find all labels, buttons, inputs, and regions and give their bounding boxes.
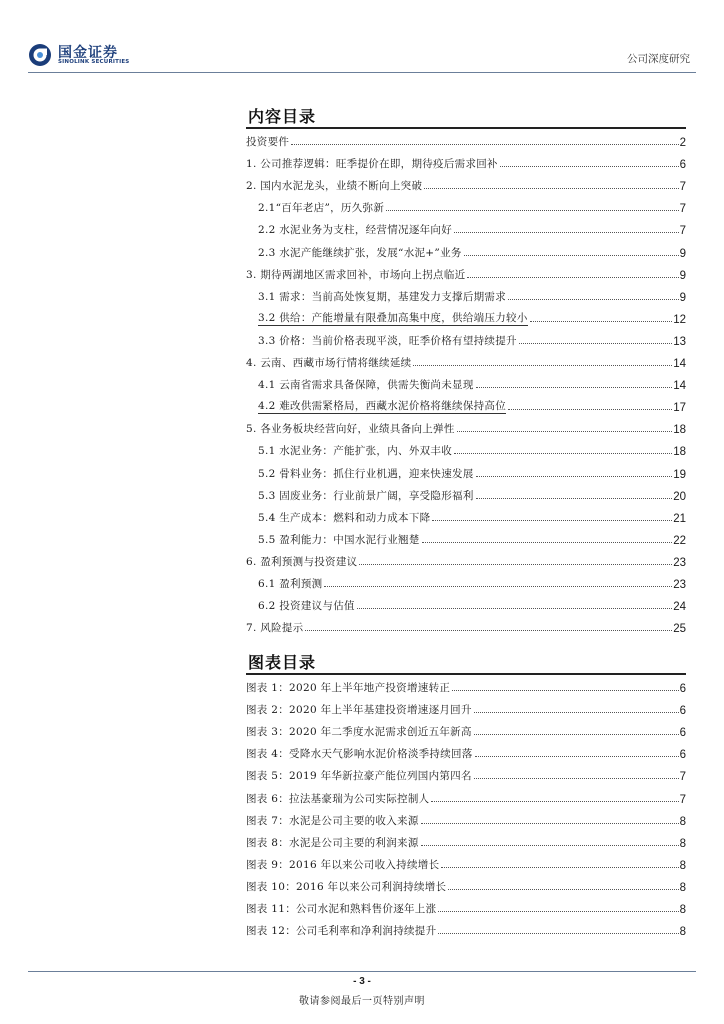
footer-divider <box>28 971 696 972</box>
dot-leader <box>454 232 679 233</box>
dot-leader <box>421 823 679 824</box>
toc-entry[interactable] <box>246 282 686 304</box>
toc-entry[interactable] <box>246 591 686 613</box>
toc-entry-label: 7. 风险提示 <box>246 622 304 635</box>
dot-leader <box>530 321 673 322</box>
toc-entry-label: 6. 盈利预测与投资建议 <box>246 555 358 568</box>
toc-entry-page: 9 <box>679 269 686 282</box>
toc-entry-page: 8 <box>679 904 686 917</box>
dot-leader <box>452 690 678 691</box>
dot-leader <box>474 712 679 713</box>
dot-leader <box>519 343 672 344</box>
toc-entry-label: 图表 9：2016 年以来公司收入持续增长 <box>246 858 440 871</box>
toc-entry-page: 14 <box>673 380 686 393</box>
toc-entry-page: 6 <box>679 683 686 696</box>
toc-entry-label: 2.2 水泥业务为支柱，经营情况逐年向好 <box>258 224 453 237</box>
dot-leader <box>291 144 678 145</box>
brand-name-cn: 国金证券 <box>58 45 118 61</box>
dot-leader <box>438 933 678 934</box>
dot-leader <box>474 734 679 735</box>
dot-leader <box>386 210 678 211</box>
toc-entry[interactable] <box>246 503 686 525</box>
toc-entry[interactable] <box>246 739 686 761</box>
toc-entry-page: 7 <box>679 203 686 216</box>
toc-entry-label: 2. 国内水泥龙头，业绩不断向上突破 <box>246 180 423 193</box>
company-logo <box>28 43 133 71</box>
toc-entry-page: 23 <box>673 578 686 591</box>
toc-entry[interactable] <box>246 916 686 938</box>
toc-entry-page: 8 <box>679 815 686 828</box>
toc-entry[interactable] <box>246 436 686 458</box>
toc-entry[interactable] <box>246 149 686 171</box>
toc-entry-label: 5.3 固废业务：行业前景广阔，享受隐形福利 <box>258 489 474 502</box>
toc-entry[interactable] <box>246 695 686 717</box>
toc-entry-label: 5.1 水泥业务：产能扩张，内、外双丰收 <box>258 445 453 458</box>
toc-entry[interactable] <box>246 304 686 326</box>
toc-entry-label: 图表 2：2020 年上半年基建投资增速逐月回升 <box>246 704 472 717</box>
contents-list <box>246 127 686 635</box>
toc-entry-page: 6 <box>679 705 686 718</box>
dot-leader <box>508 299 679 300</box>
toc-entry-page: 18 <box>673 446 686 459</box>
dot-leader <box>424 188 678 189</box>
toc-entry-label: 4.2 难改供需紧格局，西藏水泥价格将继续保持高位 <box>258 400 507 413</box>
dot-leader <box>454 453 672 454</box>
toc-entry[interactable] <box>246 326 686 348</box>
disclaimer-note: 敬请参阅最后一页特别声明 <box>299 996 425 1007</box>
dot-leader <box>475 756 679 757</box>
dot-leader <box>357 608 672 609</box>
toc-entry[interactable] <box>246 547 686 569</box>
toc-entry-page: 20 <box>673 490 686 503</box>
toc-entry-page: 17 <box>673 402 686 415</box>
toc-entry[interactable] <box>246 850 686 872</box>
toc-entry-page: 14 <box>673 358 686 371</box>
toc-entry[interactable] <box>246 894 686 916</box>
toc-entry-label: 6.1 盈利预测 <box>258 577 323 590</box>
toc-entry[interactable] <box>246 717 686 739</box>
toc-entry-page: 7 <box>679 225 686 238</box>
toc-entry-label: 图表 4：受降水天气影响水泥价格淡季持续回落 <box>246 748 473 761</box>
toc-entry-page: 7 <box>679 793 686 806</box>
toc-entry[interactable] <box>246 171 686 193</box>
toc-entry-label: 1. 公司推荐逻辑：旺季提价在即，期待疫后需求回补 <box>246 158 498 171</box>
toc-entry[interactable] <box>246 193 686 215</box>
dot-leader <box>448 889 678 890</box>
dot-leader <box>476 498 673 499</box>
dot-leader <box>508 409 672 410</box>
dot-leader <box>474 778 679 779</box>
dot-leader <box>359 564 672 565</box>
toc-entry-label: 图表 10：2016 年以来公司利润持续增长 <box>246 880 447 893</box>
toc-entry-page: 6 <box>679 159 686 172</box>
toc-entry-label: 5.2 骨料业务：抓住行业机遇，迎来快速发展 <box>258 467 474 480</box>
toc-entry-label: 图表 1：2020 年上半年地产投资增速转正 <box>246 682 451 695</box>
toc-entry[interactable] <box>246 237 686 259</box>
toc-entry[interactable] <box>246 673 686 695</box>
toc-entry-page: 9 <box>679 291 686 304</box>
toc-entry-page: 6 <box>679 727 686 740</box>
dot-leader <box>476 476 673 477</box>
toc-entry[interactable] <box>246 569 686 591</box>
toc-entry-label: 图表 3：2020 年二季度水泥需求创近五年新高 <box>246 726 472 739</box>
toc-entry-label: 图表 5：2019 年华新拉豪产能位列国内第四名 <box>246 770 472 783</box>
dot-leader <box>421 845 679 846</box>
dot-leader <box>413 365 672 366</box>
toc-entry[interactable] <box>246 392 686 414</box>
dot-leader <box>441 867 678 868</box>
toc-entry-label: 3.3 价格：当前价格表现平淡，旺季价格有望持续提升 <box>258 334 517 347</box>
toc-entry-page: 8 <box>679 859 686 872</box>
toc-entry-label: 图表 6：拉法基豪瑞为公司实际控制人 <box>246 792 430 805</box>
dot-leader <box>305 630 672 631</box>
toc-entry[interactable] <box>246 872 686 894</box>
toc-entry-label: 5.4 生产成本：燃料和动力成本下降 <box>258 511 431 524</box>
document-type: 公司深度研究 <box>627 53 690 65</box>
toc-entry-page: 2 <box>679 137 686 150</box>
toc-entry-label: 4. 云南、西藏市场行情将继续延续 <box>246 357 412 370</box>
toc-entry-page: 12 <box>673 313 686 326</box>
contents-title: 内容目录 <box>248 107 317 126</box>
toc-entry[interactable] <box>246 806 686 828</box>
figures-list <box>246 673 686 938</box>
toc-entry-label: 4.1 云南省需求具备保障，供需失衡尚未显现 <box>258 379 474 392</box>
toc-entry[interactable] <box>246 613 686 635</box>
page-number: - 3 - <box>353 976 371 987</box>
toc-entry-page: 23 <box>673 556 686 569</box>
toc-entry[interactable] <box>246 783 686 805</box>
toc-entry-page: 8 <box>679 926 686 939</box>
dot-leader <box>476 387 673 388</box>
dot-leader <box>438 911 678 912</box>
toc-entry[interactable] <box>246 481 686 503</box>
toc-entry-label: 6.2 投资建议与估值 <box>258 600 355 613</box>
figures-title: 图表目录 <box>248 653 317 672</box>
toc-entry-page: 24 <box>673 601 686 614</box>
dot-leader <box>432 520 672 521</box>
toc-entry-page: 6 <box>679 749 686 762</box>
toc-entry-page: 9 <box>679 247 686 260</box>
toc-entry-label: 5.5 盈利能力：中国水泥行业翘楚 <box>258 533 420 546</box>
toc-entry-page: 21 <box>673 512 686 525</box>
dot-leader <box>457 431 673 432</box>
toc-entry-page: 18 <box>673 424 686 437</box>
toc-entry-label: 图表 11：公司水泥和熟料售价逐年上涨 <box>246 903 437 916</box>
toc-entry-label: 5. 各业务板块经营向好，业绩具备向上弹性 <box>246 423 455 436</box>
toc-entry[interactable] <box>246 348 686 370</box>
toc-entry[interactable] <box>246 458 686 480</box>
toc-entry-label: 图表 8：水泥是公司主要的利润来源 <box>246 836 419 849</box>
page-header <box>0 0 724 75</box>
toc-entry-label: 3. 期待两湖地区需求回补，市场向上拐点临近 <box>246 268 466 281</box>
toc-entry-page: 13 <box>673 335 686 348</box>
toc-entry-label: 投资要件 <box>246 136 290 149</box>
toc-entry[interactable] <box>246 525 686 547</box>
toc-entry[interactable] <box>246 414 686 436</box>
sinolink-logo-icon <box>28 43 52 67</box>
brand-name-en: SINOLINK SECURITIES <box>58 59 130 65</box>
dot-leader <box>431 801 678 802</box>
toc-entry-label: 图表 7：水泥是公司主要的收入来源 <box>246 814 419 827</box>
dot-leader <box>324 586 672 587</box>
toc-entry-page: 7 <box>679 771 686 784</box>
toc-entry-page: 22 <box>673 534 686 547</box>
toc-entry[interactable] <box>246 370 686 392</box>
toc-entry[interactable] <box>246 260 686 282</box>
dot-leader <box>464 255 679 256</box>
toc-entry-page: 19 <box>673 468 686 481</box>
toc-entry-page: 8 <box>679 881 686 894</box>
header-divider <box>28 72 696 73</box>
toc-entry-label: 2.1“百年老店”，历久弥新 <box>258 202 385 215</box>
toc-entry[interactable] <box>246 215 686 237</box>
toc-entry-label: 图表 12：公司毛利率和净利润持续提升 <box>246 925 437 938</box>
toc-entry[interactable] <box>246 828 686 850</box>
toc-entry-page: 25 <box>673 623 686 636</box>
toc-entry[interactable] <box>246 127 686 149</box>
toc-entry-label: 2.3 水泥产能继续扩张，发展“水泥+”业务 <box>258 246 462 259</box>
toc-entry-label: 3.2 供给：产能增量有限叠加高集中度，供给端压力较小 <box>258 311 528 324</box>
toc-entry-label: 3.1 需求：当前高处恢复期，基建发力支撑后期需求 <box>258 290 507 303</box>
toc-entry-page: 7 <box>679 181 686 194</box>
dot-leader <box>422 542 673 543</box>
toc-entry-page: 8 <box>679 837 686 850</box>
dot-leader <box>500 166 679 167</box>
dot-leader <box>467 277 678 278</box>
toc-entry[interactable] <box>246 761 686 783</box>
